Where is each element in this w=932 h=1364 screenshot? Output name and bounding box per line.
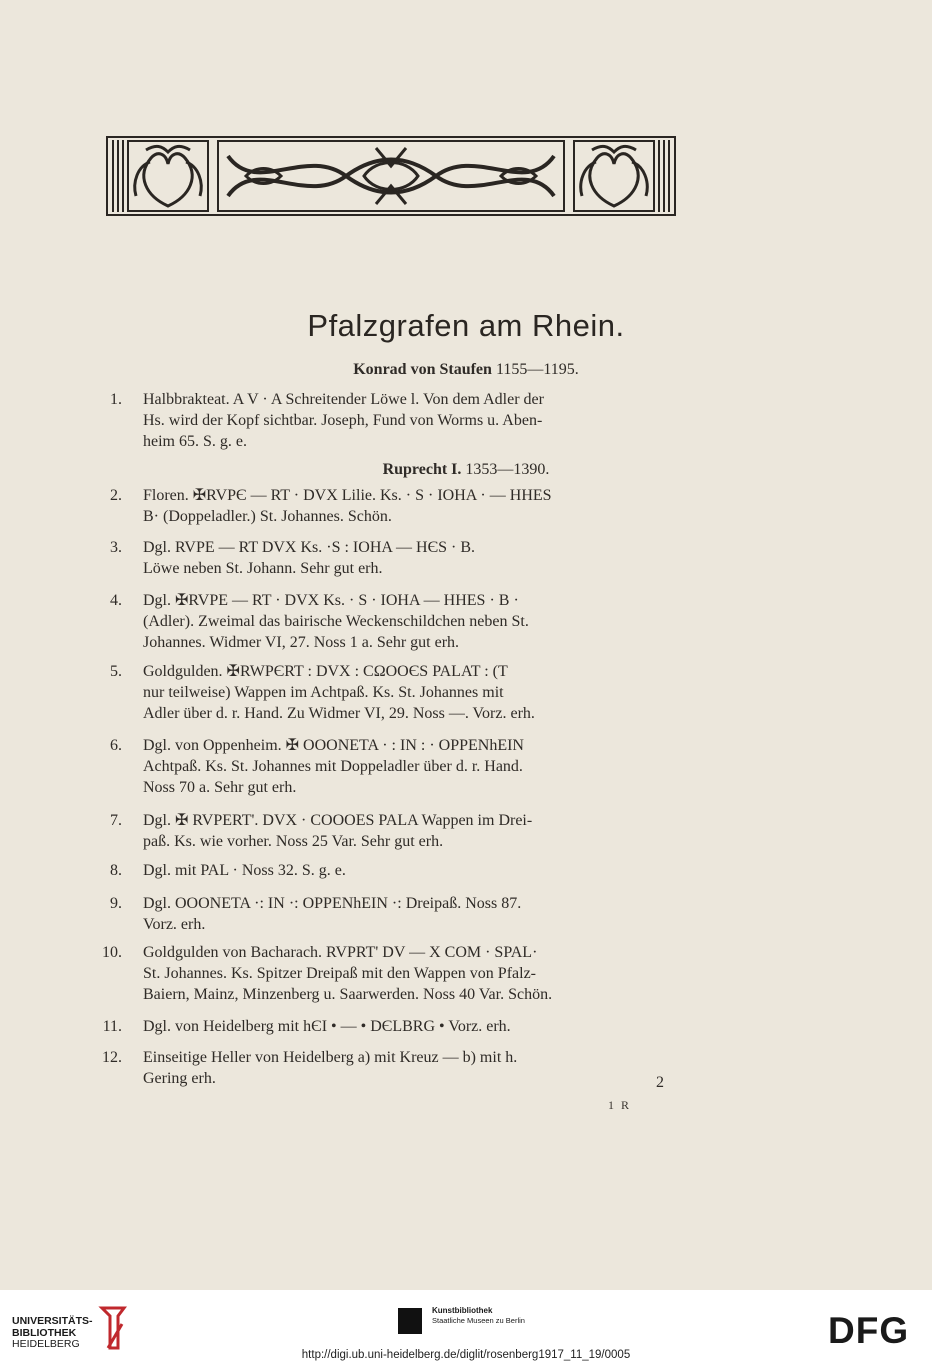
entry-line: Achtpaß. Ks. St. Johannes mit Doppeladler über d. r. Hand.	[143, 758, 523, 775]
entry-number: 7.	[110, 812, 122, 829]
entry-number: 2.	[110, 487, 122, 504]
entry-line: Johannes. Widmer VI, 27. Noss 1 a. Sehr gut erh.	[143, 634, 460, 651]
entry-line: Löwe neben St. Johann. Sehr gut erh.	[143, 560, 383, 577]
entry-line: Adler über d. r. Hand. Zu Widmer VI, 29. Noss —. Vorz. erh.	[143, 705, 535, 722]
entry-line: Vorz. erh.	[143, 916, 206, 933]
entry-line: Dgl. ✠RVPE — RT · DVX Ks. · S · IOHA — HHES · B ·	[143, 592, 519, 609]
entry-number: 9.	[110, 895, 122, 912]
kb-subtitle: Staatliche Museen zu Berlin	[432, 1316, 525, 1325]
entry-line: Einseitige Heller von Heidelberg a) mit Kreuz — b) mit h.	[143, 1049, 518, 1066]
ub-line: UNIVERSITÄTS-	[12, 1315, 93, 1327]
section-heading-ruprecht	[0, 461, 932, 479]
entry-line: Dgl. mit PAL · Noss 32. S. g. e.	[143, 862, 346, 879]
section-ruler-dates: 1353—1390.	[465, 461, 550, 478]
entry-number: 11.	[102, 1018, 122, 1035]
section-ruler-name: Ruprecht I.	[382, 461, 462, 478]
section-ruler-dates: 1155—1195.	[495, 361, 579, 378]
entry-number: 10.	[102, 944, 122, 961]
entry-number: 3.	[110, 539, 122, 556]
ub-line: HEIDELBERG	[12, 1338, 80, 1350]
ub-heidelberg-logo-icon[interactable]	[98, 1304, 128, 1352]
entry-number: 1.	[110, 391, 122, 408]
entry-line: Dgl. von Oppenheim. ✠ OOONETA · : IN : · OPPENhEIN	[143, 737, 524, 754]
kb-title: Kunstbibliothek	[432, 1306, 493, 1315]
entry-line: Dgl. RVPE — RT DVX Ks. ·S : IOHA — HЄS · B.	[143, 539, 476, 556]
page-number: 2	[656, 1074, 664, 1091]
entry-line: paß. Ks. wie vorher. Noss 25 Var. Sehr gut erh.	[143, 833, 444, 850]
ub-line: BIBLIOTHEK	[12, 1326, 77, 1339]
section-heading-konrad	[0, 361, 932, 379]
entry-line: Baiern, Mainz, Minzenberg u. Saarwerden. Noss 40 Var. Schön.	[143, 986, 553, 1003]
entry-number: 6.	[110, 737, 122, 754]
decorative-ornament-band	[106, 136, 676, 216]
entry-line: Gering erh.	[143, 1070, 216, 1087]
section-ruler-name: Konrad von Staufen	[353, 361, 492, 378]
dfg-logo[interactable]: DFG	[828, 1310, 910, 1351]
entry-line: St. Johannes. Ks. Spitzer Dreipaß mit den Wappen von Pfalz-	[143, 965, 537, 982]
entry-line: Dgl. von Heidelberg mit hЄI • — • DЄLBRG • Vorz. erh.	[143, 1018, 511, 1035]
entry-line: Goldgulden. ✠RWPЄRT : DVX : CΩOOЄS PALAT : (T	[143, 663, 508, 680]
entry-number: 4.	[110, 592, 122, 609]
signature-mark: 1 R	[608, 1098, 632, 1112]
entry-line: heim 65. S. g. e.	[143, 433, 247, 450]
entry-number: 12.	[102, 1049, 122, 1066]
entry-number: 8.	[110, 862, 122, 879]
entry-line: Halbbrakteat. A V · A Schreitender Löwe l. Von dem Adler der	[143, 391, 544, 408]
entry-number: 5.	[110, 663, 122, 680]
entry-line: nur teilweise) Wappen im Achtpaß. Ks. St. Johannes mit	[143, 684, 504, 701]
entry-line: Dgl. ✠ RVPERT'. DVX · COOOES PALA Wappen im Drei-	[143, 812, 533, 829]
entry-line: Floren. ✠RVPЄ — RT · DVX Lilie. Ks. · S · IOHA · — HHES	[143, 487, 552, 504]
entry-line: B· (Doppeladler.) St. Johannes. Schön.	[143, 508, 392, 525]
kunstbibliothek-logo-text[interactable]	[432, 1306, 525, 1326]
ub-heidelberg-logo-text[interactable]	[12, 1316, 93, 1351]
entry-line: Hs. wird der Kopf sichtbar. Joseph, Fund von Worms u. Aben-	[143, 412, 543, 429]
permalink-url[interactable]: http://digi.ub.uni-heidelberg.de/diglit/rosenberg1917_11_19/0005	[301, 1349, 631, 1361]
entry-line: (Adler). Zweimal das bairische Weckenschildchen neben St.	[143, 613, 529, 630]
entry-line: Noss 70 a. Sehr gut erh.	[143, 779, 297, 796]
entry-line: Goldgulden von Bacharach. RVPRT' DV — X COM · SPAL·	[143, 944, 538, 961]
page-title: Pfalzgrafen am Rhein.	[307, 308, 625, 343]
kunstbibliothek-logo-icon[interactable]	[398, 1308, 422, 1334]
entry-line: Dgl. OOONETA ·: IN ·: OPPENhEIN ·: Dreipaß. Noss 87.	[143, 895, 522, 912]
